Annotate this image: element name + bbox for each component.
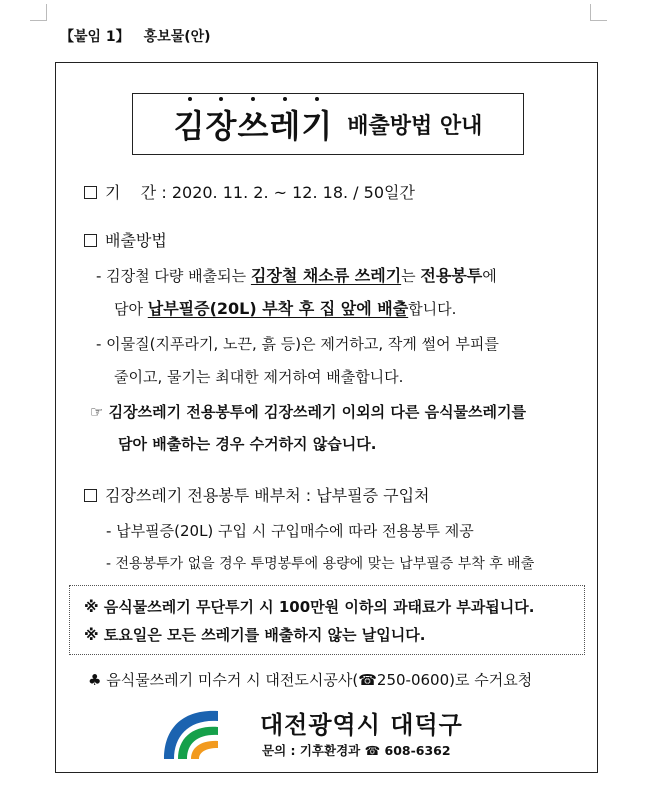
- method-item1-mid: 는: [401, 267, 421, 285]
- method-item1-line2-prefix: 담아: [114, 300, 148, 318]
- method-item1-line2-suffix: 합니다.: [408, 300, 457, 318]
- org-contact: 문의 : 기후환경과 ☎ 608-6362: [262, 743, 451, 758]
- checkbox-square-icon: [84, 186, 97, 199]
- method-item1-bold1: 김장철 채소류 쓰레기: [250, 266, 402, 285]
- title-emphasis-text: 김장쓰레기: [173, 107, 334, 145]
- attachment-label: 홍보물(안): [143, 29, 211, 45]
- flyer-frame: [55, 62, 598, 773]
- notice-line2: ※ 토요일은 모든 쓰레기를 배출하지 않는 날입니다.: [84, 626, 426, 644]
- title-rest: 배출방법 안내: [347, 113, 483, 139]
- period-value: : 2020. 11. 2. ~ 12. 18. / 50일간: [161, 183, 415, 202]
- distribution-item1: - 납부필증(20L) 구입 시 구입매수에 따라 전용봉투 제공: [106, 522, 474, 540]
- period-row: [84, 180, 415, 203]
- distribution-item2: - 전용봉투가 없을 경우 투명봉투에 용량에 맞는 납부필증 부착 후 배출: [106, 556, 535, 572]
- title-emphasis: [174, 101, 334, 147]
- method-note-line1: ☞ 김장쓰레기 전용봉투에 김장쓰레기 이외의 다른 음식물쓰레기를: [90, 403, 527, 421]
- method-item1-prefix: - 김장철 다량 배출되는: [96, 267, 251, 285]
- org-name: 대전광역시 대덕구: [260, 711, 463, 739]
- checkbox-square-icon: [84, 489, 97, 502]
- warning-notice-box: [69, 585, 585, 655]
- distribution-heading-text: 김장쓰레기 전용봉투 배부처 : 납부필증 구입처: [105, 486, 430, 505]
- emphasis-dot: [219, 97, 223, 101]
- checkbox-square-icon: [84, 234, 97, 247]
- attachment-header: [60, 26, 225, 46]
- emphasis-dot: [315, 97, 319, 101]
- notice-line1: ※ 음식물쓰레기 무단투기 시 100만원 이하의 과태료가 부과됩니다.: [84, 598, 535, 616]
- emphasis-dot: [188, 97, 192, 101]
- method-item1-bold3: 납부필증(20L) 부착 후 집 앞에 배출: [147, 299, 409, 318]
- method-note-line2: 담아 배출하는 경우 수거하지 않습니다.: [118, 435, 377, 453]
- crop-mark-right: [590, 4, 607, 21]
- method-item1-bold2: 전용봉투: [420, 266, 483, 285]
- method-item2-line1: - 이물질(지푸라기, 노끈, 흙 등)은 제거하고, 작게 썰어 부피를: [96, 335, 499, 353]
- distribution-heading: [84, 483, 430, 506]
- daedeok-logo-icon: [160, 703, 220, 761]
- method-heading: [84, 228, 167, 251]
- method-heading-text: 배출방법: [105, 231, 167, 250]
- crop-mark-left: [30, 4, 47, 21]
- method-item1-suffix: 에: [482, 267, 497, 285]
- emphasis-dots: [174, 97, 334, 101]
- method-item2-line2: 줄이고, 물기는 최대한 제거하여 배출합니다.: [114, 368, 404, 386]
- collection-request: ♣ 음식물쓰레기 미수거 시 대전도시공사(☎250-0600)로 수거요청: [88, 671, 533, 689]
- emphasis-dot: [251, 97, 255, 101]
- method-item1-line1: [96, 263, 497, 286]
- period-label: 기 간: [105, 183, 157, 202]
- title-box: [132, 93, 524, 155]
- emphasis-dot: [283, 97, 287, 101]
- attachment-tag: 【붙임 1】: [60, 29, 130, 45]
- method-item1-line2: [114, 296, 456, 319]
